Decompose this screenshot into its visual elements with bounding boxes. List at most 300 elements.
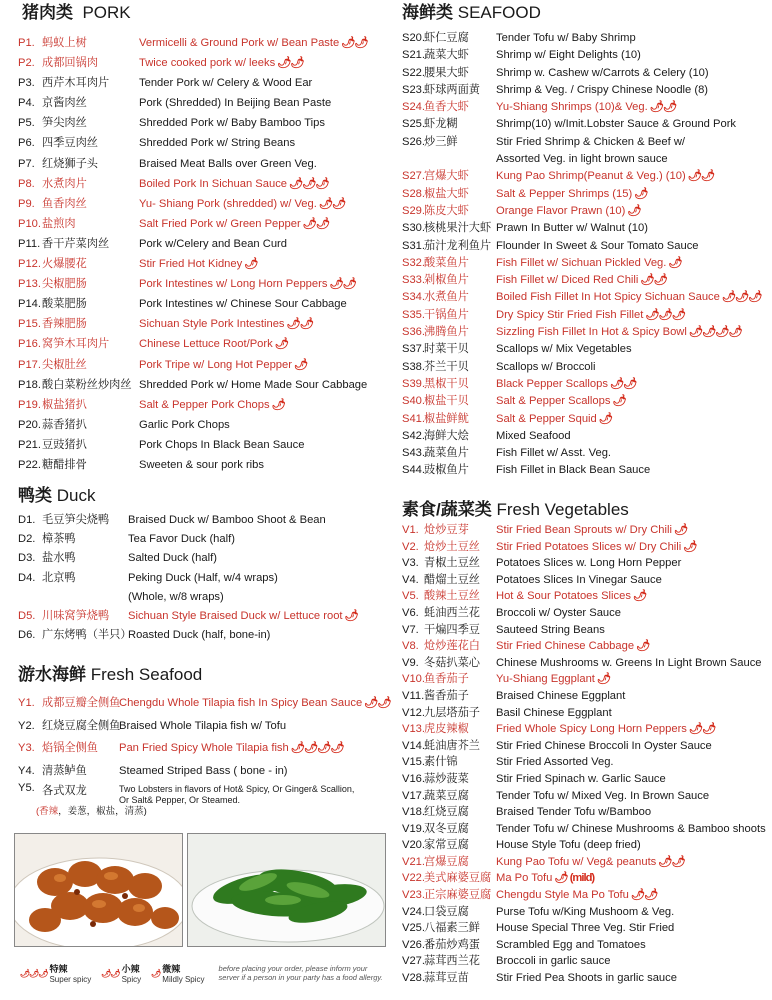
item-name-cn: 酸辣土豆丝 <box>424 590 480 603</box>
item-name-en-text: Braised Duck w/ Bamboo Shoot & Bean <box>128 514 326 526</box>
item-code: V6. <box>402 606 419 619</box>
menu-item <box>14 294 386 314</box>
item-name-cn: 红烧狮子头 <box>42 157 98 170</box>
item-name-cn: 香干芹菜肉丝 <box>42 237 110 250</box>
item-name-cn: 鱼香茄子 <box>424 673 469 686</box>
chili-pepper-icon: 🌶🌶 <box>687 170 715 183</box>
item-name-en <box>139 254 257 274</box>
item-name-cn: 红烧豆腐全侧鱼 <box>42 719 121 732</box>
menu-item <box>398 238 770 255</box>
y5-flavors <box>36 803 147 817</box>
item-name-cn: 干锅鱼片 <box>424 308 469 321</box>
item-name-en <box>496 754 614 771</box>
menu-item <box>398 82 770 99</box>
chili-pepper-icon: 🌶🌶 <box>658 855 685 868</box>
item-code: P16. <box>18 338 42 351</box>
menu-item <box>398 65 770 82</box>
menu-item <box>398 904 770 921</box>
chili-pepper-icon: 🌶 <box>274 338 288 351</box>
orange-chicken-image <box>15 834 182 946</box>
chili-pepper-icon: 🌶🌶 <box>688 723 716 736</box>
item-name-en <box>496 854 685 871</box>
item-name-en-text: Tender Pork w/ Celery & Wood Ear <box>139 77 313 90</box>
chili-pepper-icon: 🌶 <box>673 524 688 536</box>
item-name-en <box>496 359 595 376</box>
item-code: S28. <box>402 187 426 200</box>
item-name-cn: 青椒土豆丝 <box>424 557 480 570</box>
item-code: P2. <box>18 57 35 70</box>
item-name-en <box>496 788 709 805</box>
fresh-seafood-section-title <box>18 664 202 686</box>
item-name-en <box>119 738 344 758</box>
menu-item <box>398 688 770 705</box>
item-code: V19. <box>402 822 426 835</box>
item-name-en <box>496 462 650 479</box>
menu-item <box>14 587 386 606</box>
item-code: V23. <box>402 889 426 902</box>
item-name-cn: 宫爆豆腐 <box>424 855 469 868</box>
item-name-cn: 焰锅全侧鱼 <box>42 742 98 754</box>
chili-pepper-icon: 🌶🌶 <box>364 697 391 709</box>
item-name-en-text: Salt Fried Pork w/ Green Pepper <box>139 217 301 230</box>
item-name-cn: 鱼香肉丝 <box>42 197 87 210</box>
item-name-cn: 窝笋木耳肉片 <box>42 338 110 351</box>
menu-item <box>398 272 770 289</box>
item-name-en <box>496 393 626 410</box>
item-name-en <box>496 937 646 954</box>
chili-pepper-icon: 🌶 <box>598 412 612 425</box>
menu-item <box>14 738 386 761</box>
item-name-en-text: Salt & Pepper Shrimps (15) <box>496 187 633 200</box>
item-name-cn: 椒盐猪扒 <box>42 398 87 411</box>
item-name-en-text: Boiled Fish Fillet In Hot Spicy Sichuan Sauce <box>496 291 720 304</box>
item-code: S38. <box>402 360 426 373</box>
item-code: V20. <box>402 839 426 852</box>
item-name-cn: 豉椒鱼片 <box>424 464 469 477</box>
item-code: S27. <box>402 170 426 183</box>
item-name-en <box>128 625 270 645</box>
item-code: S41. <box>402 412 426 425</box>
menu-item <box>398 203 770 220</box>
menu-item <box>14 529 386 548</box>
pork-list <box>14 33 386 475</box>
item-name-en <box>496 887 657 904</box>
item-name-cn: 蔬菜鱼片 <box>424 447 469 460</box>
menu-item <box>14 154 386 174</box>
item-name-en <box>139 33 368 53</box>
item-name-en-text: Potatoes Slices w. Long Horn Pepper <box>496 557 682 570</box>
allergy-note: before placing your order, please inform your server if a person in your party has a food allergy. <box>218 964 383 982</box>
item-name-cn: 火爆腰花 <box>42 258 87 271</box>
item-name-en-text: Sweeten & sour pork ribs <box>139 458 264 471</box>
item-name-cn: 醋熘土豆丝 <box>424 573 480 586</box>
y5-description <box>119 784 379 806</box>
item-name-en-text: Pork Tripe w/ Long Hot Pepper <box>139 358 292 371</box>
item-name-en <box>139 435 304 455</box>
item-name-en-text: Chengdu Style Ma Po Tofu <box>496 889 629 902</box>
item-name-en-text: Assorted Veg. in light brown sauce <box>496 153 668 166</box>
menu-item <box>14 606 386 625</box>
chili-pepper-icon: 🌶🌶🌶 <box>721 291 762 304</box>
item-name-en <box>496 572 662 589</box>
item-code: V15. <box>402 756 426 769</box>
item-name-en <box>496 220 648 237</box>
menu-item <box>14 568 386 587</box>
item-name-en-text: Fried Whole Spicy Long Horn Peppers <box>496 723 687 736</box>
item-name-en-text: Braised Chinese Eggplant <box>496 689 626 702</box>
super-spicy-en: Super spicy <box>49 975 92 984</box>
menu-item <box>14 234 386 254</box>
y5-note-line2: Or Salt& Pepper, Or Steamed. <box>119 795 241 805</box>
item-code: Y3. <box>18 742 35 754</box>
item-name-cn: 口袋豆腐 <box>424 905 469 918</box>
item-name-en-text: Pork Chops In Black Bean Sauce <box>139 438 305 451</box>
item-name-cn: 炝炒莲花白 <box>424 640 480 653</box>
item-name-en <box>139 113 325 133</box>
item-name-en <box>139 274 356 294</box>
item-name-cn: 蚝油西兰花 <box>424 606 480 619</box>
duck-title-en: Duck <box>56 486 96 505</box>
item-code: V24. <box>402 905 426 918</box>
item-name-en-text: Broccoli w/ Oyster Sauce <box>496 606 621 619</box>
item-name-en <box>496 30 636 47</box>
menu-item <box>398 324 770 341</box>
item-code: S34. <box>402 291 426 304</box>
spicy-legend <box>18 962 389 984</box>
item-name-cn: 尖椒肚丝 <box>42 358 87 371</box>
menu-item <box>14 33 386 53</box>
item-code: V21. <box>402 855 426 868</box>
item-code: S31. <box>402 239 426 252</box>
item-name-cn: 芥兰干贝 <box>424 360 469 373</box>
menu-item <box>398 622 770 639</box>
item-name-en-text: Fish Fillet in Black Bean Sauce <box>496 464 651 477</box>
item-code: V1. <box>402 524 419 536</box>
menu-item <box>398 638 770 655</box>
chili-pepper-icon: 🌶🌶 <box>640 274 667 287</box>
item-name-cn: 虾龙糊 <box>424 118 458 131</box>
item-code: P8. <box>18 177 35 190</box>
item-name-en <box>139 53 304 73</box>
item-name-cn: 西芹木耳肉片 <box>42 77 110 90</box>
item-code: D6. <box>18 629 36 642</box>
item-code: S29. <box>402 204 426 217</box>
veg-section-title <box>402 499 629 521</box>
item-code: V8. <box>402 640 419 653</box>
item-name-en <box>496 186 647 203</box>
item-name-en <box>139 314 313 334</box>
item-code: S39. <box>402 377 426 390</box>
item-name-en-text: Yu-Shiang Shrimps (10)& Veg. <box>496 101 648 114</box>
item-code: V5. <box>402 590 419 603</box>
chili-pepper-icon: 🌶 <box>293 358 308 371</box>
item-code: V10. <box>402 673 426 686</box>
item-name-en <box>496 445 611 462</box>
y5-flavor-hot: (香辣 <box>36 806 59 817</box>
item-name-en-text: Ma Po Tofu <box>496 872 553 885</box>
item-name-en-text: Basil Chinese Eggplant <box>496 706 612 719</box>
item-name-en-text: Kung Pao Shrimp(Peanut & Veg.) (10) <box>496 170 686 183</box>
item-name-cn: 广东烤鸭（半只） <box>42 629 132 642</box>
item-code: V22. <box>402 872 426 885</box>
menu-item <box>398 870 770 887</box>
super-spicy-chili-icon: 🌶🌶🌶 <box>20 968 48 978</box>
menu-item-y5 <box>14 782 386 822</box>
menu-item <box>398 220 770 237</box>
menu-item <box>398 605 770 622</box>
photo-orange-chicken <box>14 833 183 947</box>
chili-pepper-icon: 🌶🌶 <box>630 889 658 902</box>
menu-item <box>14 93 386 113</box>
item-name-en-text: Roasted Duck (half, bone-in) <box>128 629 271 642</box>
menu-item <box>14 274 386 294</box>
menu-item <box>14 355 386 375</box>
item-name-en-text: Shrimp & Veg. / Crispy Chinese Noodle (8) <box>496 83 709 96</box>
item-code: S42. <box>402 429 426 442</box>
chili-pepper-icon: 🌶🌶 <box>649 101 677 114</box>
item-name-en <box>496 255 682 272</box>
menu-item <box>14 133 386 153</box>
legend-mild <box>149 962 204 984</box>
chili-pepper-icon: 🌶🌶🌶🌶 <box>688 326 742 339</box>
item-name-cn: 美式麻婆豆腐 <box>424 872 492 885</box>
item-name-cn: 四季豆肉丝 <box>42 137 98 150</box>
item-name-en-text: Tender Tofu w/ Mixed Veg. In Brown Sauce <box>496 789 710 802</box>
menu-item <box>398 151 770 168</box>
item-name-cn: 炝炒豆芽 <box>424 524 469 536</box>
chili-pepper-icon: 🌶🌶🌶 <box>289 177 329 190</box>
chili-pepper-icon: 🌶 <box>632 590 647 603</box>
item-code: V4. <box>402 573 419 586</box>
item-name-cn: 干煸四季豆 <box>424 623 480 636</box>
item-name-en-text: Orange Flavor Prawn (10) <box>496 204 626 217</box>
menu-item <box>14 395 386 415</box>
menu-item <box>14 334 386 354</box>
menu-item <box>398 445 770 462</box>
pea-shoots-image <box>188 834 385 946</box>
item-code: V17. <box>402 789 426 802</box>
item-name-en <box>496 837 641 854</box>
menu-item <box>14 254 386 274</box>
item-name-en <box>496 272 667 289</box>
item-name-en-text: Shrimp w/ Eight Delights (10) <box>496 49 641 62</box>
item-name-cn: 黑椒干贝 <box>424 377 469 390</box>
item-name-en-text: Salted Duck (half) <box>128 552 217 565</box>
item-name-en-text: Sichuan Style Pork Intestines <box>139 318 285 331</box>
item-name-en <box>496 411 612 428</box>
item-name-en <box>496 638 649 655</box>
item-name-cn: 虾球两面黄 <box>424 83 480 96</box>
item-code: S25. <box>402 118 426 131</box>
menu-item <box>398 359 770 376</box>
item-code: P19. <box>18 398 42 411</box>
item-code: S30. <box>402 222 426 235</box>
menu-item <box>398 671 770 688</box>
item-name-en-text: Stir Fried Spinach w. Garlic Sauce <box>496 772 666 785</box>
item-name-cn: 核桃果汁大虾 <box>424 222 492 235</box>
item-name-en-text: Braised Whole Tilapia fish w/ Tofu <box>119 719 287 732</box>
item-name-en <box>496 588 646 605</box>
item-name-en <box>496 307 685 324</box>
menu-item <box>398 821 770 838</box>
item-code: P3. <box>18 77 35 90</box>
item-code: V9. <box>402 656 419 669</box>
chili-pepper-icon: 🌶 <box>636 640 650 653</box>
item-name-en-text: Shrimp(10) w/Imit.Lobster Sauce & Ground Pork <box>496 118 737 131</box>
item-name-en-text: Stir Fried Assorted Veg. <box>496 756 614 769</box>
menu-item <box>398 376 770 393</box>
item-name-en-text: Tender Tofu w/ Chinese Mushrooms & Bamboo shoots <box>496 822 766 835</box>
item-code: V7. <box>402 623 419 636</box>
item-name-cn: 成都回锅肉 <box>42 57 98 70</box>
item-name-en <box>496 555 681 572</box>
item-name-en <box>496 376 636 393</box>
item-name-cn: 蒜茸西兰花 <box>424 955 480 968</box>
item-name-cn: 双冬豆腐 <box>424 822 469 835</box>
pork-title-en: PORK <box>82 3 131 22</box>
item-name-en <box>128 568 278 588</box>
item-name-en-text: Chinese Lettuce Root/Pork <box>139 338 273 351</box>
item-name-en <box>496 522 687 539</box>
menu-item <box>398 721 770 738</box>
item-name-en-text: Garlic Pork Chops <box>139 418 230 431</box>
item-code: P22. <box>18 458 42 471</box>
item-code: P18. <box>18 378 42 391</box>
item-code: V28. <box>402 972 426 985</box>
item-code: V25. <box>402 922 426 935</box>
chili-pepper-icon: 🌶 <box>634 187 648 200</box>
menu-item <box>14 693 391 716</box>
menu-item <box>14 415 386 435</box>
item-code: S36. <box>402 326 426 339</box>
item-code: V27. <box>402 955 426 968</box>
chili-pepper-icon: 🌶🌶🌶 <box>645 308 685 321</box>
item-name-en <box>139 93 331 113</box>
item-name-en-text: Prawn In Butter w/ Walnut (10) <box>496 222 648 235</box>
item-code: P9. <box>18 197 35 210</box>
menu-item <box>398 572 770 589</box>
item-code: V26. <box>402 938 426 951</box>
item-name-en-text: Dry Spicy Stir Fried Fish Fillet <box>496 308 644 321</box>
item-name-en <box>496 324 742 341</box>
item-code: Y2. <box>18 719 35 732</box>
menu-item <box>398 462 770 479</box>
item-name-cn: 时菜干贝 <box>424 343 469 356</box>
item-name-cn: 川味窝笋烧鸭 <box>42 609 110 622</box>
item-name-en-text: Pork Intestines w/ Long Horn Peppers <box>139 278 328 291</box>
menu-item <box>398 522 770 539</box>
veg-list <box>398 522 770 987</box>
menu-item <box>398 255 770 272</box>
item-name-en-text: Twice cooked pork w/ leeks <box>139 57 276 70</box>
menu-item <box>398 47 770 64</box>
spicy-en: Spicy <box>121 975 142 984</box>
item-name-cn: 虾仁豆腐 <box>424 32 469 44</box>
menu-item <box>14 214 386 234</box>
item-name-en <box>496 771 666 788</box>
item-code: P12. <box>18 258 42 271</box>
menu-item <box>398 837 770 854</box>
item-name-cn: 水煮肉片 <box>42 177 87 190</box>
item-name-en <box>128 606 358 626</box>
item-name-en-text: Shrimp w. Cashew w/Carrots & Celery (10) <box>496 66 709 79</box>
menu-item <box>398 588 770 605</box>
item-code: D5. <box>18 609 36 622</box>
item-code: V14. <box>402 739 426 752</box>
item-name-en <box>496 705 612 722</box>
item-name-cn: 家常豆腐 <box>424 839 469 852</box>
chili-pepper-icon: 🌶 <box>683 540 697 553</box>
item-name-en-text: Tender Tofu w/ Baby Shrimp <box>496 32 636 44</box>
item-name-cn: 蚂蚁上树 <box>42 37 87 49</box>
item-name-cn: 酸菜鱼片 <box>424 256 469 269</box>
y5-note-line1: Two Lobsters in flavors of Hot& Spicy, Or Ginger& Scallion, <box>119 784 355 794</box>
item-code: S37. <box>402 343 426 356</box>
item-name-en-text: Fish Fillet w/ Asst. Veg. <box>496 447 612 460</box>
menu-item <box>398 307 770 324</box>
chili-pepper-icon: 🌶 <box>596 673 611 686</box>
item-code: P21. <box>18 438 42 451</box>
item-code: P7. <box>18 157 35 170</box>
item-name-en <box>496 99 676 116</box>
menu-item <box>398 738 770 755</box>
item-name-cn: 番茄炒鸡蛋 <box>424 938 480 951</box>
menu-item <box>14 548 386 567</box>
item-code: S44. <box>402 464 426 477</box>
item-name-en <box>496 605 621 622</box>
item-code: P6. <box>18 137 35 150</box>
item-code: D1. <box>18 514 36 526</box>
fresh-seafood-title-en: Fresh Seafood <box>90 665 203 684</box>
menu-item <box>398 705 770 722</box>
menu-item <box>14 194 386 214</box>
item-code: Y1. <box>18 697 35 709</box>
item-code: P15. <box>18 318 42 331</box>
item-name-cn: 蒜茸豆苗 <box>424 972 469 985</box>
item-name-cn: 陈皮大虾 <box>424 204 469 217</box>
chili-pepper-icon: 🌶🌶🌶🌶 <box>290 742 344 754</box>
item-name-en <box>139 395 285 415</box>
item-name-en-text: Scallops w/ Mix Vegetables <box>496 343 632 356</box>
chili-pepper-icon: 🌶 <box>612 395 626 408</box>
item-code: V13. <box>402 723 426 736</box>
item-name-en-text: House Special Three Veg. Stir Fried <box>496 922 675 935</box>
seafood-title-en: SEAFOOD <box>457 3 541 22</box>
item-code: P1. <box>18 37 35 49</box>
item-name-en-text: Chengdu Whole Tilapia fish In Spicy Bean Sauce <box>119 697 363 709</box>
item-name-en-text: Salt & Pepper Squid <box>496 412 597 425</box>
veg-title-cn: 素食/蔬菜类 <box>402 500 492 519</box>
item-code: S20. <box>402 32 426 44</box>
item-name-en-text: Shredded Pork w/ Baby Bamboo Tips <box>139 117 325 130</box>
fresh-seafood-list <box>14 693 391 783</box>
item-name-en <box>139 73 312 93</box>
item-name-en <box>128 587 224 607</box>
item-code: V12. <box>402 706 426 719</box>
item-name-en-text: Fish Fillet w/ Sichuan Pickled Veg. <box>496 256 667 269</box>
menu-item <box>14 761 386 784</box>
chili-pepper-icon: 🌶🌶 <box>318 197 346 210</box>
item-name-en <box>139 174 329 194</box>
item-name-en-text: Hot & Sour Potatoes Slices <box>496 590 631 603</box>
item-name-cn: 正宗麻婆豆腐 <box>424 889 492 902</box>
menu-item <box>398 970 770 987</box>
item-name-cn: 酱香茄子 <box>424 689 469 702</box>
item-name-en-text: Pork w/Celery and Bean Curd <box>139 237 287 250</box>
menu-item <box>398 555 770 572</box>
menu-item <box>14 510 386 529</box>
item-name-en-text: Boiled Pork In Sichuan Sauce <box>139 177 288 190</box>
